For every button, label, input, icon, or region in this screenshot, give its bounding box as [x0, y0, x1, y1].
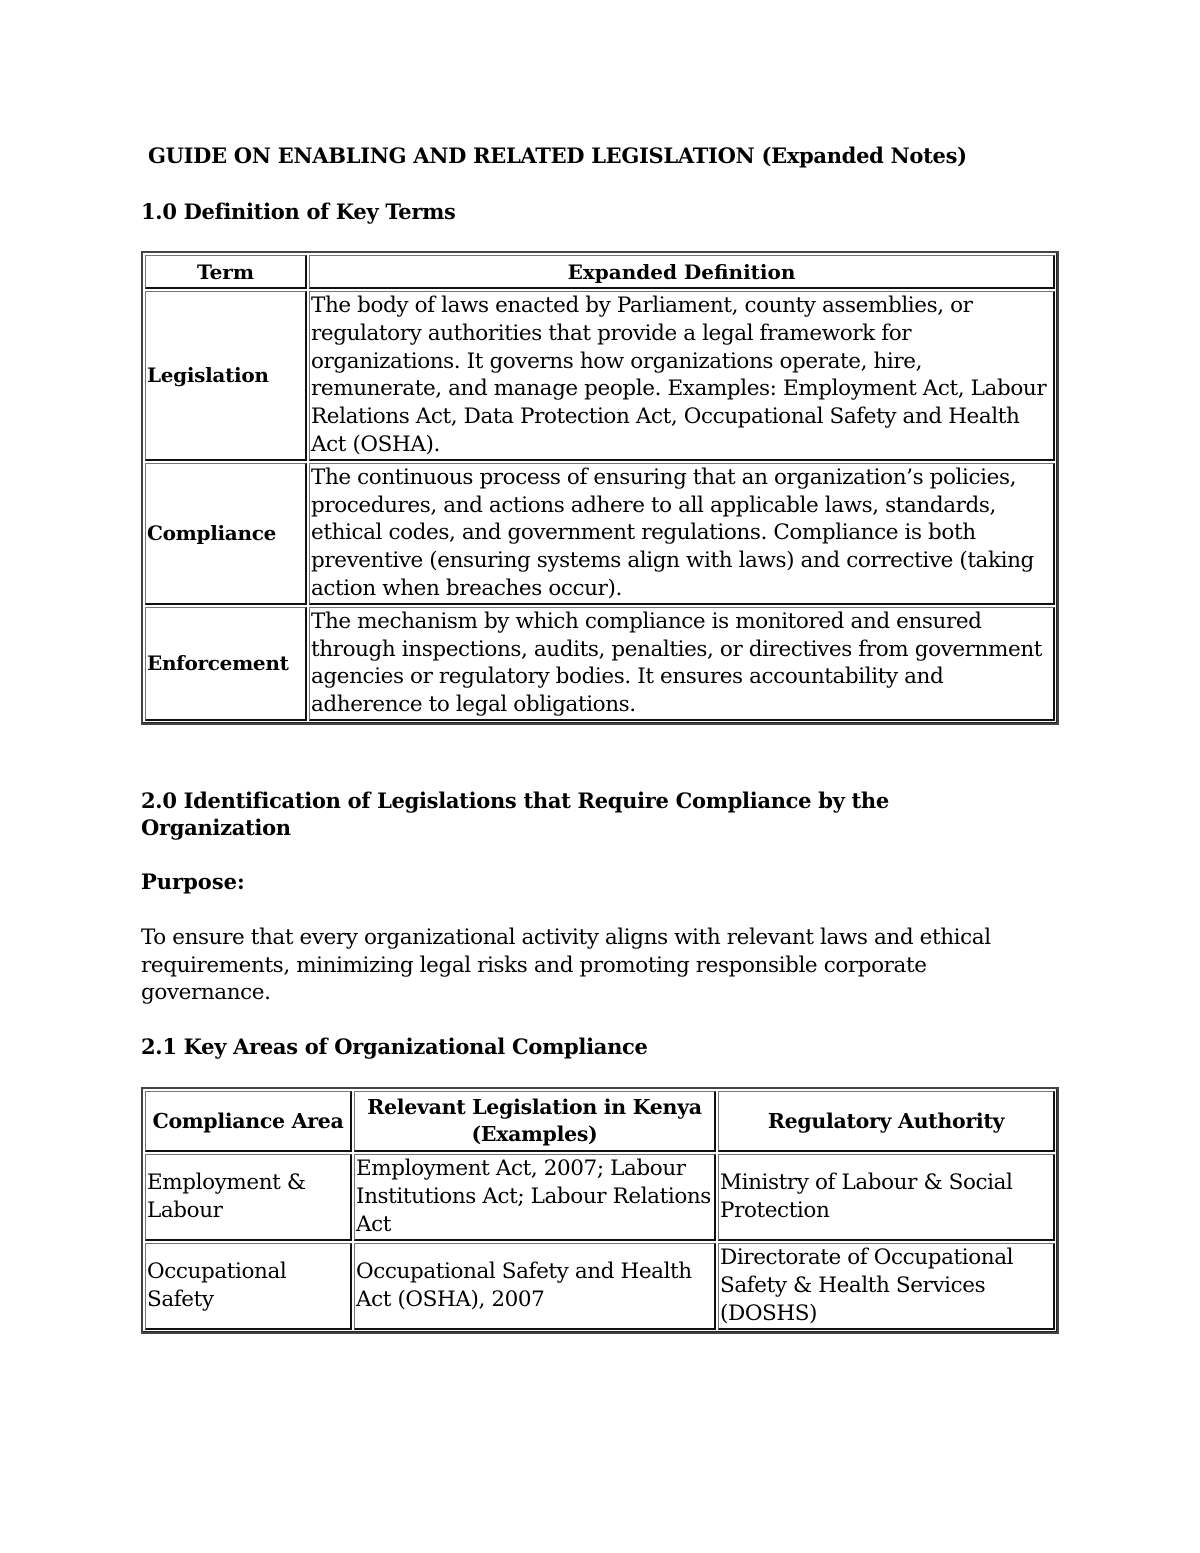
- term-cell: Compliance: [145, 463, 307, 605]
- authority-cell: Ministry of Labour & Social Protection: [718, 1154, 1055, 1241]
- column-header-term: Term: [145, 255, 307, 289]
- table-header-row: [145, 255, 1055, 289]
- document-title: GUIDE ON ENABLING AND RELATED LEGISLATION (Expanded Notes): [148, 143, 967, 168]
- column-header-relevant-legislation: Relevant Legislation in Kenya (Examples): [354, 1091, 716, 1152]
- definition-cell: The continuous process of ensuring that an organization’s policies, procedures, and actions adhere to all applicable laws, standards, ethical codes, and government regulations. Compliance is both preventive (ensuring systems align with laws) and corrective (taking action when breaches occur).: [309, 463, 1055, 605]
- table-row: [145, 1154, 1055, 1241]
- term-cell: Enforcement: [145, 607, 307, 721]
- table-row: [145, 1243, 1055, 1330]
- section-2-1-heading: 2.1 Key Areas of Organizational Compliance: [141, 1034, 648, 1059]
- definition-cell: The mechanism by which compliance is monitored and ensured through inspections, audits, penalties, or directives from government agencies or regulatory bodies. It ensures accountability and adherence to legal obligations.: [309, 607, 1055, 721]
- column-header-definition: Expanded Definition: [309, 255, 1055, 289]
- section-2-heading: 2.0 Identification of Legislations that Require Compliance by the Organization: [141, 788, 889, 840]
- column-header-regulatory-authority: Regulatory Authority: [718, 1091, 1055, 1152]
- table-row: [145, 607, 1055, 721]
- purpose-text: To ensure that every organizational activity aligns with relevant laws and ethical requirements, minimizing legal risks and promoting responsible corporate governance.: [141, 925, 991, 1006]
- table-row: [145, 463, 1055, 605]
- definition-cell: The body of laws enacted by Parliament, county assemblies, or regulatory authorities that provide a legal framework for organizations. It governs how organizations operate, hire, remunerate, and manage people. Examples: Employment Act, Labour Relations Act, Data Protection Act, Occupational Safety and Health Act (OSHA).: [309, 291, 1055, 461]
- legislation-cell: Occupational Safety and Health Act (OSHA), 2007: [354, 1243, 716, 1330]
- term-cell: Legislation: [145, 291, 307, 461]
- compliance-area-cell: Employment & Labour: [145, 1154, 352, 1241]
- legislation-cell: Employment Act, 2007; Labour Institutions Act; Labour Relations Act: [354, 1154, 716, 1241]
- compliance-areas-table: [141, 1087, 1059, 1334]
- column-header-compliance-area: Compliance Area: [145, 1091, 352, 1152]
- table-header-row: [145, 1091, 1055, 1152]
- purpose-label: Purpose:: [141, 869, 245, 894]
- key-terms-table: [141, 251, 1059, 725]
- authority-cell: Directorate of Occupational Safety & Health Services (DOSHS): [718, 1243, 1055, 1330]
- compliance-area-cell: Occupational Safety: [145, 1243, 352, 1330]
- section-1-heading: 1.0 Definition of Key Terms: [141, 199, 456, 224]
- table-row: [145, 291, 1055, 461]
